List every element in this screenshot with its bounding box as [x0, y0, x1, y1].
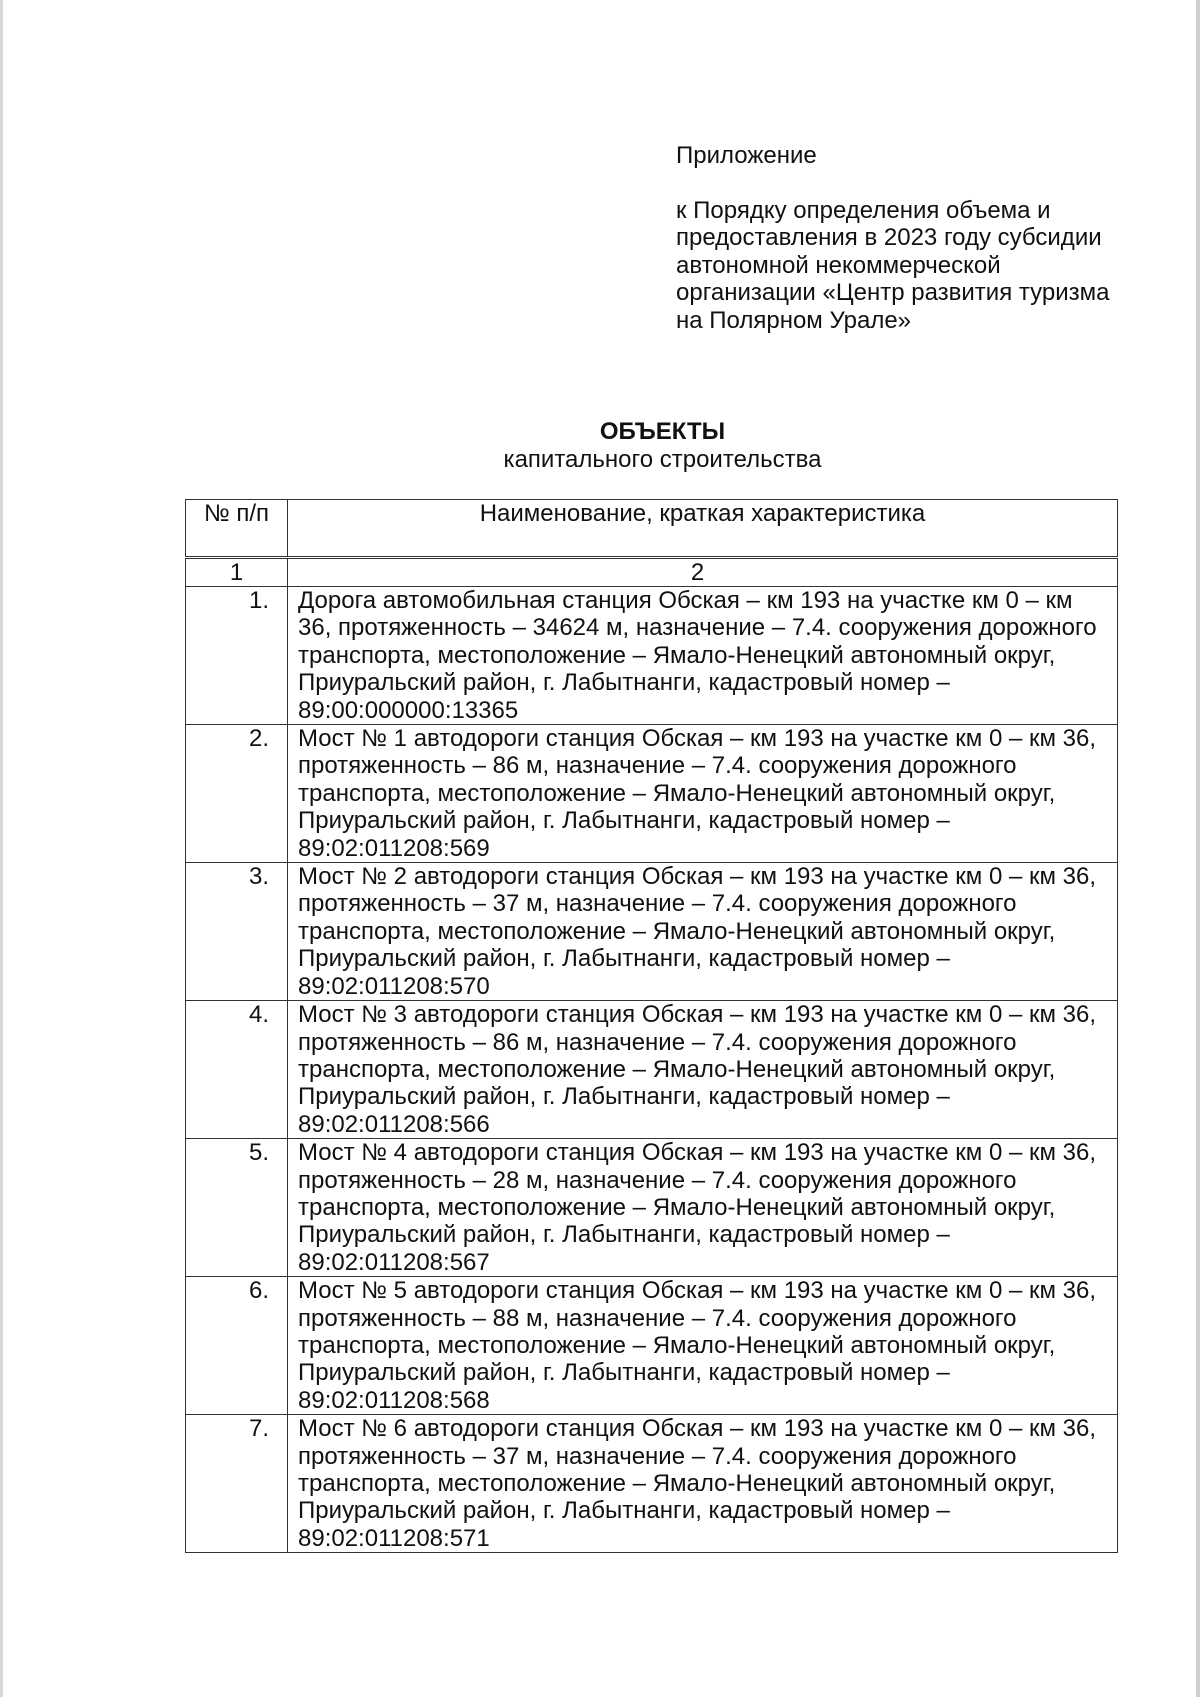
row-description: Дорога автомобильная станция Обская – км 193 на участке км 0 – км 36, протяженность – 34624 м, назначение – 7.4. сооружения дорожного транспорта, местоположение – Ямало-Ненецкий автономный округ, Приуральский район, г. Лабытнанги, кадастровый номер – 89:00:000000:13365: [288, 587, 1118, 725]
document-heading: [0, 418, 1200, 474]
row-description: Мост № 6 автодороги станция Обская – км 193 на участке км 0 – км 36, протяженность – 37 м, назначение – 7.4. сооружения дорожного транспорта, местоположение – Ямало-Ненецкий автономный округ, Приуральский район, г. Лабытнанги, кадастровый номер – 89:02:011208:571: [288, 1415, 1118, 1553]
appendix-block: [676, 142, 1126, 334]
row-num: 2.: [186, 725, 288, 863]
row-description: Мост № 5 автодороги станция Обская – км 193 на участке км 0 – км 36, протяженность – 88 м, назначение – 7.4. сооружения дорожного транспорта, местоположение – Ямало-Ненецкий автономный округ, Приуральский район, г. Лабытнанги, кадастровый номер – 89:02:011208:568: [288, 1277, 1118, 1415]
index-name: 2: [288, 558, 1118, 587]
table-index-row: [186, 558, 1118, 587]
table-row: [186, 1277, 1118, 1415]
table-row: [186, 725, 1118, 863]
row-description: Мост № 1 автодороги станция Обская – км 193 на участке км 0 – км 36, протяженность – 86 м, назначение – 7.4. сооружения дорожного транспорта, местоположение – Ямало-Ненецкий автономный округ, Приуральский район, г. Лабытнанги, кадастровый номер – 89:02:011208:569: [288, 725, 1118, 863]
objects-table: [185, 499, 1118, 1553]
table-row: [186, 863, 1118, 1001]
page-edge-left: [0, 0, 3, 1697]
row-description: Мост № 4 автодороги станция Обская – км 193 на участке км 0 – км 36, протяженность – 28 м, назначение – 7.4. сооружения дорожного транспорта, местоположение – Ямало-Ненецкий автономный округ, Приуральский район, г. Лабытнанги, кадастровый номер – 89:02:011208:567: [288, 1139, 1118, 1277]
header-name: Наименование, краткая характеристика: [288, 500, 1118, 558]
table-header-row: [186, 500, 1118, 558]
table-body: [186, 587, 1118, 1553]
header-num: № п/п: [186, 500, 288, 558]
row-num: 3.: [186, 863, 288, 1001]
row-num: 4.: [186, 1001, 288, 1139]
table-row: [186, 1139, 1118, 1277]
appendix-label: Приложение: [676, 142, 817, 169]
row-description: Мост № 3 автодороги станция Обская – км 193 на участке км 0 – км 36, протяженность – 86 м, назначение – 7.4. сооружения дорожного транспорта, местоположение – Ямало-Ненецкий автономный округ, Приуральский район, г. Лабытнанги, кадастровый номер – 89:02:011208:566: [288, 1001, 1118, 1139]
table-row: [186, 1001, 1118, 1139]
document-title: ОБЪЕКТЫ: [599, 418, 726, 445]
row-description: Мост № 2 автодороги станция Обская – км 193 на участке км 0 – км 36, протяженность – 37 м, назначение – 7.4. сооружения дорожного транспорта, местоположение – Ямало-Ненецкий автономный округ, Приуральский район, г. Лабытнанги, кадастровый номер – 89:02:011208:570: [288, 863, 1118, 1001]
document-subtitle: капитального строительства: [503, 446, 822, 473]
row-num: 1.: [186, 587, 288, 725]
index-num: 1: [186, 558, 288, 587]
row-num: 6.: [186, 1277, 288, 1415]
table-row: [186, 587, 1118, 725]
table-row: [186, 1415, 1118, 1553]
row-num: 7.: [186, 1415, 288, 1553]
page-edge-right: [1196, 0, 1200, 1697]
appendix-text: к Порядку определения объема и предоставления в 2023 году субсидии автономной некоммерческой организации «Центр развития туризма на Полярном Урале»: [676, 196, 1110, 334]
row-num: 5.: [186, 1139, 288, 1277]
